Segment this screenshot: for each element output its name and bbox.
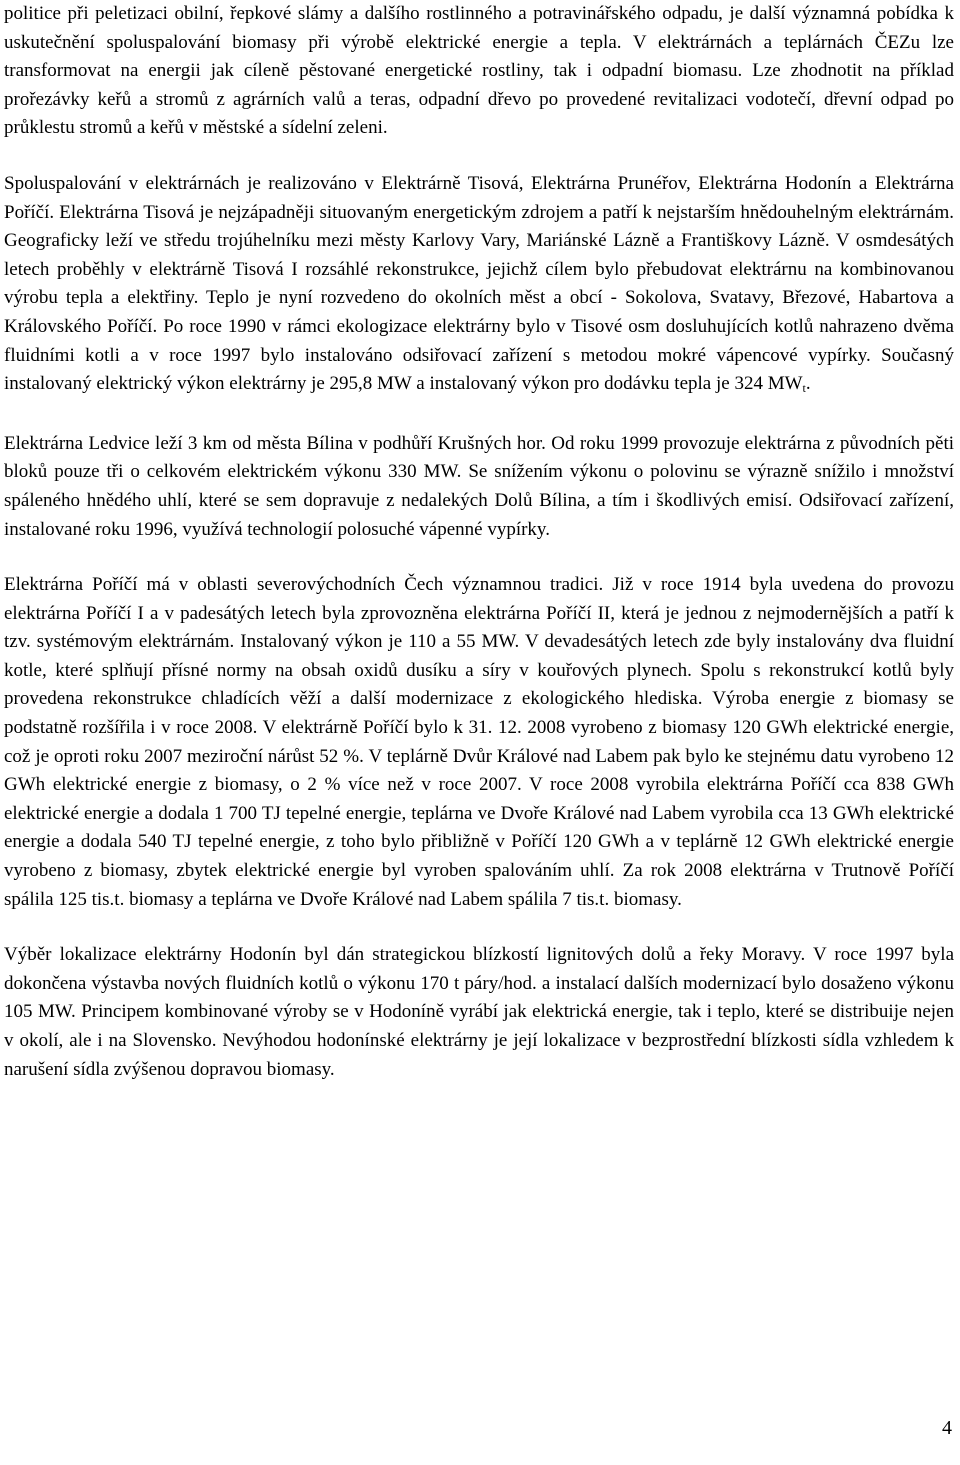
paragraph-tisova-text: Spoluspalování v elektrárnách je realizováno v Elektrárně Tisová, Elektrárna Prunéřov, Elektrárna Hodonín a Elektrárna Poříčí. Elektrárna Tisová je nejzápadněji situovaným energetickým zdrojem a patří k nejstarším hnědouhelným elektrárnám. Geograficky leží ve středu trojúhelníku mezi městy Karlovy Vary, Mariánské Lázně a Františkovy Lázně. V osmdesátých letech proběhly v elektrárně Tisová I rozsáhlé rekonstrukce, jejichž cílem bylo přebudovat elektrárnu na kombinovanou výrobu tepla a elektřiny. Teplo je nyní rozvedeno do okolních měst a obcí - Sokolova, Svatavy, Březové, Habartova a Královského Poříčí. Po roce 1990 v rámci ekologizace elektrárny bylo v Tisové osm dosluhujících kotlů nahrazeno dvěma fluidními kotli a v roce 1997 bylo instalováno odsiřovací zařízení s metodou mokré vápencové vypírky. Současný instalovaný elektrický výkon elektrárny je 295,8 MW a instalovaný výkon pro dodávku tepla je 324 MW <box>4 172 954 395</box>
paragraph-spacer <box>4 544 954 571</box>
unit-subscript: t <box>802 381 806 396</box>
paragraph-spacer <box>4 143 954 170</box>
paragraph-porici-power-plant: Elektrárna Poříčí má v oblasti severovýchodních Čech významnou tradici. Již v roce 1914 byla uvedena do provozu elektrárna Poříčí I a v padesátých letech byla zprovozněna elektrárna Poříčí II, která je jednou z nejmodernějších a patří k tzv. systémovým elektrárnám. Instalovaný výkon je 110 a 55 MW. V devadesátých letech zde byly instalovány dva fluidní kotle, které splňují přísné normy na obsah oxidů dusíku a síry v kouřových plynech. Spolu s rekonstrukcí kotlů byly provedena rekonstrukce chladících věží a další modernizace z ekologického hlediska. Výroba energie z biomasy se podstatně rozšířila i v roce 2008. V elektrárně Poříčí bylo k 31. 12. 2008 vyrobeno z biomasy 120 GWh elektrické energie, což je oproti roku 2007 meziroční nárůst 52 %. V teplárně Dvůr Králové nad Labem pak bylo ke stejnému datu vyrobeno 12 GWh elektrické energie z biomasy, o 2 % více než v roce 2007. V roce 2008 vyrobila elektrárna Poříčí cca 838 GWh elektrické energie a dodala 1 700 TJ tepelné energie, teplárna ve Dvoře Králové nad Labem vyrobila cca 13 GWh elektrické energie a dodala 540 TJ tepelné energie, z toho bylo přibližně v Poříčí 120 GWh a v teplárně 12 GWh elektrické energie vyrobeno z biomasy, zbytek elektrické energie byl vyroben spalováním uhlí. Za rok 2008 elektrárna v Trutnově Poříčí spálila 125 tis.t. biomasy a teplárna ve Dvoře Králové nad Labem spálila 7 tis.t. biomasy. <box>4 574 954 910</box>
paragraph-spacer <box>4 403 954 430</box>
paragraph-biomass-cofiring-intro: politice při peletizaci obilní, řepkové slámy a dalšího rostlinného a potravinářského odpadu, je další významná pobídka k uskutečnění spoluspalování biomasy při výrobě elektrické energie a tepla. V elektrárnách a teplárnách ČEZu lze transformovat na energii jak cíleně pěstované energetické rostliny, tak i odpadní biomasu. Lze zhodnotit na příklad prořezávky keřů a stromů z agrárních valů a teras, odpadní dřevo po provedené revitalizaci vodotečí, dřevní odpad po průklestu stromů a keřů v městské a sídelní zeleni. <box>4 3 954 139</box>
page-number: 4 <box>942 1417 952 1439</box>
paragraph-ledvice-power-plant: Elektrárna Ledvice leží 3 km od města Bílina v podhůří Krušných hor. Od roku 1999 provozuje elektrárna z původních pěti bloků pouze tři o celkovém elektrickém výkonu 330 MW. Se snížením výkonu o polovinu se výrazně snížilo i množství spáleného hnědého uhlí, které se sem dopravuje z nedalekých Dolů Bílina, a tím i škodlivých emisí. Odsiřovací zařízení, instalované roku 1996, využívá technologií polosuché vápenné vypírky. <box>4 432 954 540</box>
paragraph-tisova-end: . <box>805 373 811 395</box>
paragraph-tisova-power-plant <box>4 170 954 403</box>
document-page <box>4 0 954 1084</box>
paragraph-hodonin-power-plant: Výběr lokalizace elektrárny Hodonín byl dán strategickou blízkostí lignitových dolů a řeky Moravy. V roce 1997 byla dokončena výstavba nových fluidních kotlů o výkonu 170 t páry/hod. a instalací dalších modernizací bylo dosaženo výkonu 105 MW. Principem kombinované výroby se v Hodoníně vyrábí jak elektrická energie, tak i teplo, které se distribuije nejen v okolí, ale i na Slovensko. Nevýhodou hodonínské elektrárny je její lokalizace v bezprostřední blízkosti sídla vzhledem k narušení sídla zvýšenou dopravou biomasy. <box>4 944 954 1080</box>
paragraph-spacer <box>4 914 954 941</box>
